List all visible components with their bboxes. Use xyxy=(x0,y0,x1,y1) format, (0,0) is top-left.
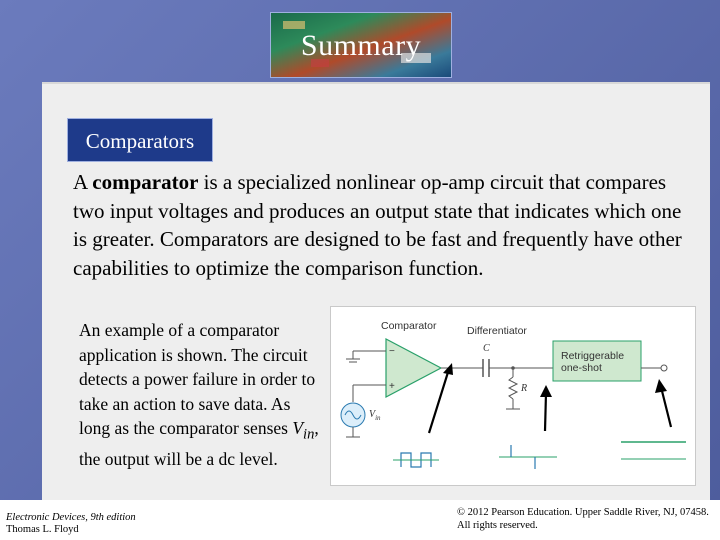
footer-left xyxy=(6,512,136,536)
resistor-icon xyxy=(509,377,517,399)
slide-title: Summary xyxy=(300,29,422,62)
one-shot-label-1: Retriggerable xyxy=(561,350,625,362)
arrow-icon xyxy=(429,369,449,433)
main-text-bold: comparator xyxy=(92,170,199,194)
sub-text-post: , the output will be a dc level. xyxy=(79,418,319,469)
output-terminal-icon xyxy=(661,365,667,371)
comparator-label: Comparator xyxy=(381,320,437,332)
example-paragraph xyxy=(79,318,324,472)
one-shot-label-2: one-shot xyxy=(561,362,602,374)
main-text-post: is a specialized nonlinear op-amp circuit that compares two input voltages and produces an output state that indicates which one is greater. Comparators are designed to be fast and frequently have other capabilities to optimize the comparison function. xyxy=(73,170,682,280)
copyright-line: © 2012 Pearson Education. Upper Saddle River, NJ, 07458. xyxy=(457,507,709,518)
arrow-icon xyxy=(545,393,546,431)
sub-text-pre: An example of a comparator application is shown. The circuit detects a power failure in order to take an action to save data. As long as the comparator senses xyxy=(79,320,316,438)
differentiator-label: Differentiator xyxy=(467,325,527,337)
section-heading: Comparators xyxy=(67,118,213,162)
arrow-icon xyxy=(661,387,671,427)
main-text-pre: A xyxy=(73,170,93,194)
resistor-label: R xyxy=(521,383,528,394)
circuit-diagram xyxy=(330,306,696,486)
rights-line: All rights reserved. xyxy=(457,520,538,531)
vin-variable: $V_{in}$ xyxy=(292,418,315,443)
capacitor-label: C xyxy=(483,343,490,354)
book-title: Electronic Devices, 9th edition xyxy=(6,512,136,523)
opamp-minus-label: − xyxy=(389,346,395,357)
footer-right xyxy=(457,506,709,532)
circuit-svg xyxy=(331,307,695,485)
main-paragraph xyxy=(73,168,693,282)
vin-label: $V_{in}$ xyxy=(369,409,381,422)
circuit-chip-decoration xyxy=(283,21,305,29)
author-name: Thomas L. Floyd xyxy=(6,524,79,535)
opamp-plus-label: + xyxy=(389,381,395,392)
title-banner xyxy=(270,12,452,78)
